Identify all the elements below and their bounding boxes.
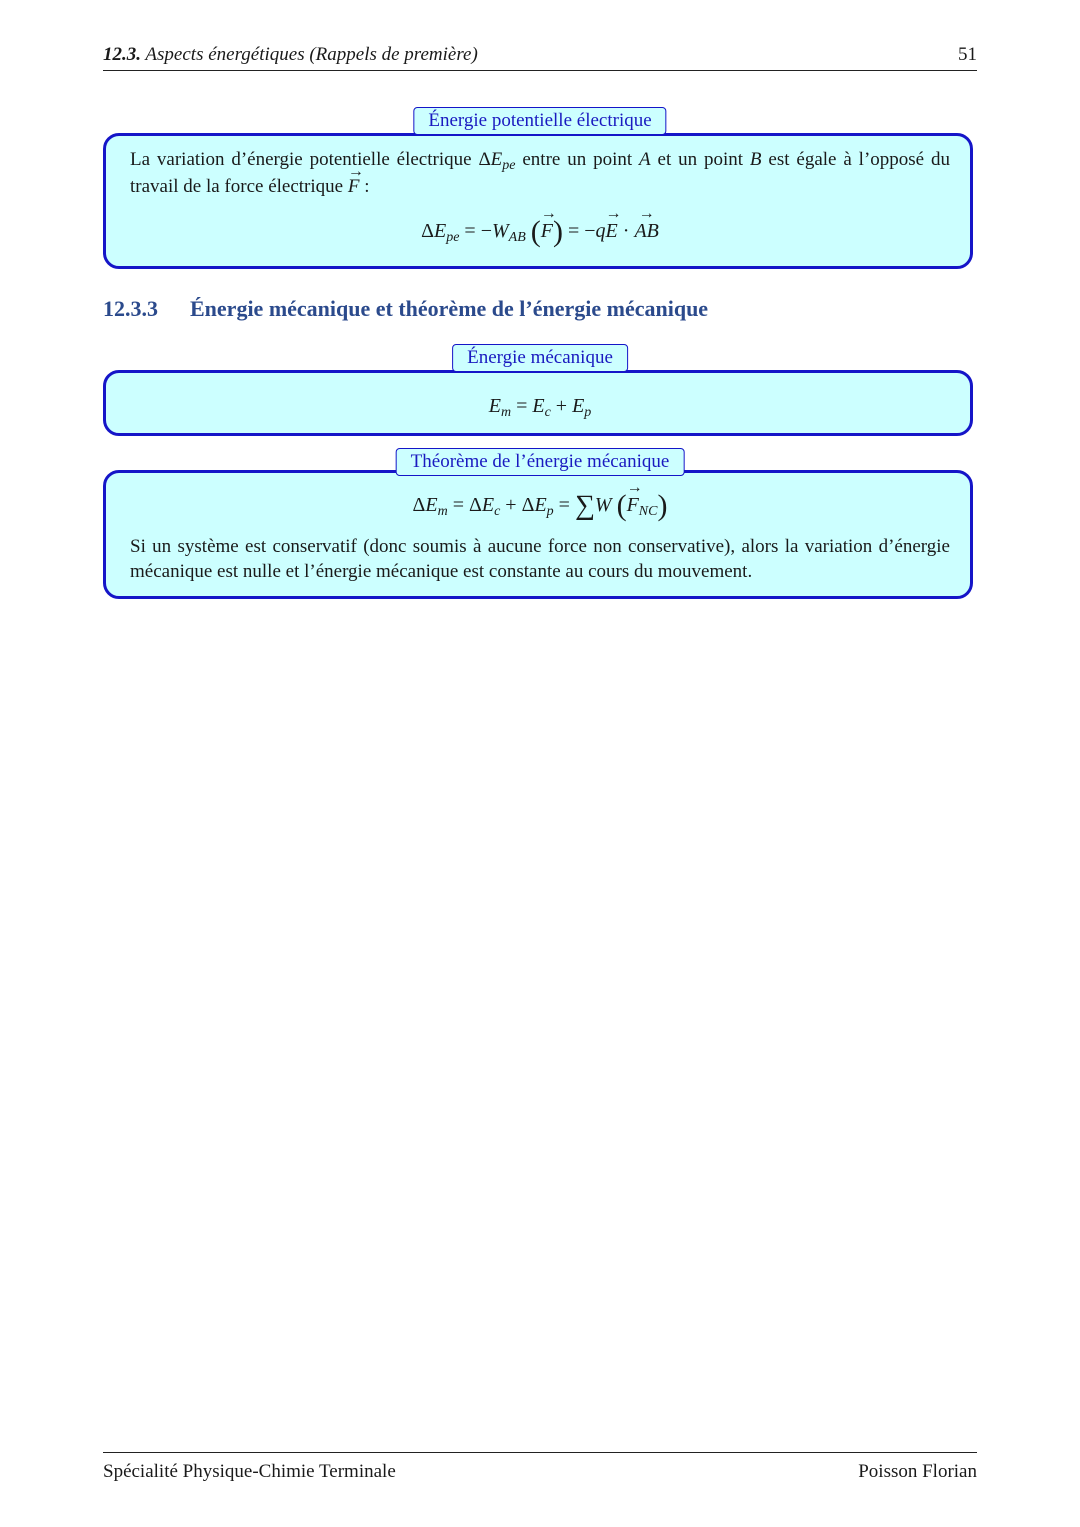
electric-potential-energy-box-title: Énergie potentielle électrique <box>413 107 666 135</box>
delta-epe-inline: $\Delta E_{pe}$ <box>478 149 516 173</box>
page-number: 51 <box>958 44 977 65</box>
mechanical-energy-box-title: Énergie mécanique <box>452 344 628 372</box>
electric-potential-energy-text: La variation d’énergie potentielle électrique $\Delta E_{pe}$ entre un point A et un point B est égale à l’opposé du travail de la force électrique → F : <box>130 146 950 200</box>
header-section-number: 12.3. <box>103 44 141 65</box>
point-a: A <box>639 149 651 170</box>
point-b: B <box>749 149 762 170</box>
electric-potential-energy-formula: $\Delta E_{pe} = -W_{AB}$ (→ F) = −q→ E · → AB <box>103 220 977 243</box>
mechanical-energy-theorem-formula: $\Delta E_m = \Delta E_c + \Delta E_p = \sum W$ (→ $F_{NC}$) <box>103 494 977 517</box>
section-title: Énergie mécanique et théorème de l’énergie mécanique <box>190 296 709 321</box>
page-footer <box>103 1452 977 1483</box>
force-vector-inline: → F <box>348 173 360 200</box>
mechanical-energy-formula: $E_m = E_c + E_p$ <box>488 395 592 420</box>
mechanical-energy-theorem-box-title: Théorème de l’énergie mécanique <box>396 448 685 476</box>
header-section-title: Aspects énergétiques (Rappels de première) <box>145 44 478 65</box>
section-number: 12.3.3 <box>103 296 158 321</box>
page-header <box>103 44 977 71</box>
footer-course: Spécialité Physique-Chimie Terminale <box>103 1461 396 1482</box>
footer-author: Poisson Florian <box>858 1461 977 1482</box>
mechanical-energy-theorem-text: Si un système est conservatif (donc soumis à aucune force non conservative), alors la variation d’énergie mécanique est nulle et l’énergie mécanique est constante au cours du mouvement. <box>130 536 950 582</box>
section-heading <box>103 296 708 322</box>
